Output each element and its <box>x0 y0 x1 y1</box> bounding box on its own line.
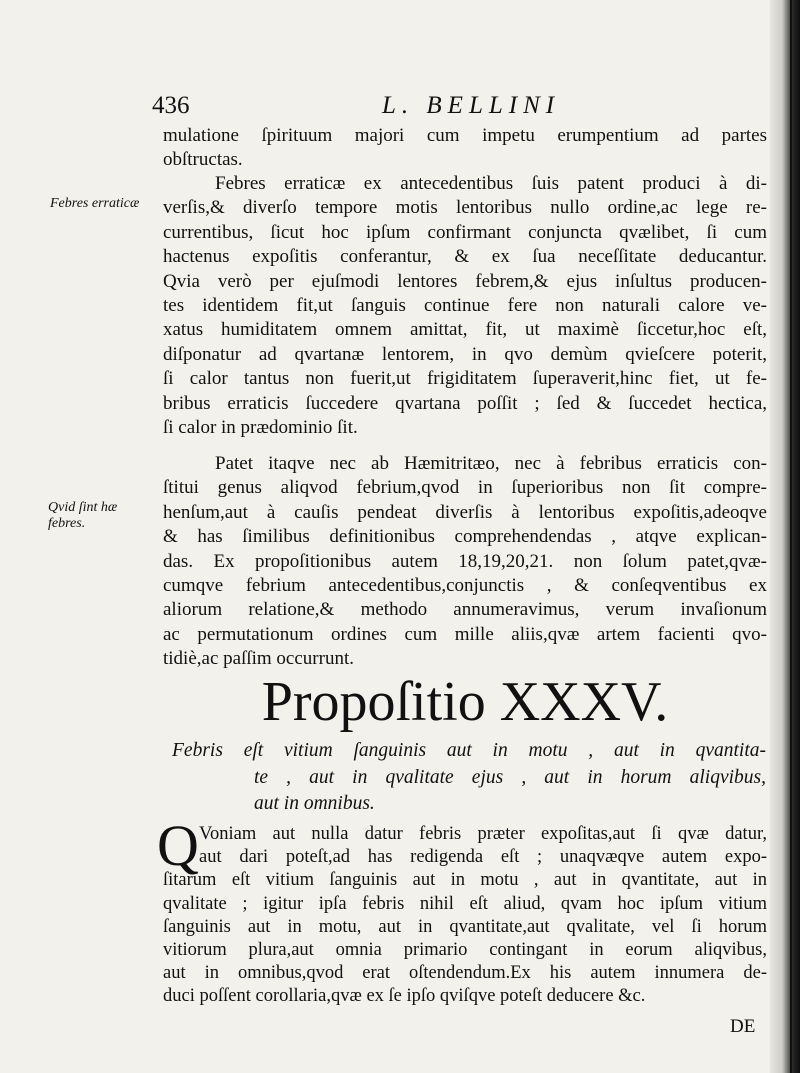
page-header <box>152 92 772 122</box>
proposition-proof <box>157 813 767 1009</box>
text-line: diſponatur ad qvartanæ lentorem, in qvo demùm qvieſcere poterit, <box>163 343 767 365</box>
margin-note-erratic-fevers: Febres erraticæ <box>50 196 140 211</box>
text-line: qvalitate ; igitur ipſa febris nihil eſt aliud, qvam hoc ipſum vitium <box>163 893 767 914</box>
text-line: tidiè,ac paſſim occurrunt. <box>163 648 354 670</box>
text-line: verſis,& diverſo tempore motis lentoribus nullo ordine,ac lege re- <box>163 197 767 219</box>
gutter-edge <box>790 0 792 1073</box>
text-line: Febris eſt vitium ſanguinis aut in motu , aut in qvantita- <box>172 740 766 761</box>
text-line: cumqve febrium antecedentibus,conjunctis , & conſeqventibus ex <box>163 574 767 596</box>
margin-note-line: febres. <box>48 516 86 531</box>
text-line: Febres erraticæ ex antecedentibus ſuis patent produci à di- <box>215 173 767 194</box>
text-line: te , aut in qvalitate ejus , aut in horum aliqvibus, <box>254 766 766 788</box>
paragraph-hemitritaeus <box>163 452 767 672</box>
text-line: aut dari poteſt,ad has redigenda eſt ; unaqvæqve autem expo- <box>199 847 767 868</box>
text-line: aliorum relatione,& methodo annumeravimus, verum invaſionum <box>163 599 767 621</box>
text-line: henſum,aut à cauſis pendeat diverſis à lentoribus expoſitis,adeoqve <box>163 501 767 523</box>
text-line: mulatione ſpirituum majori cum impetu erumpentium ad partes <box>163 125 767 146</box>
text-line: ac permutationum ordines cum mille aliis,qvæ artem facienti qvo- <box>163 623 767 645</box>
drop-cap: Q <box>157 813 199 878</box>
proposition-title: Propoſitio XXXV. <box>261 671 669 733</box>
text-line: & has ſimilibus definitionibus comprehendendas , atqve explican- <box>163 526 767 548</box>
text-line: vitiorum plura,aut omnia primario contingant in eorum aliqvibus, <box>163 939 767 960</box>
text-line: duci poſſent corollaria,qvæ ex ſe ipſo qviſqve poteſt deducere &c. <box>163 986 646 1007</box>
text-line: ſi calor tantus non fuerit,ut frigiditatem ſuperaverit,hinc fiet, ut fe- <box>163 368 767 390</box>
text-line: obſtructas. <box>163 149 243 171</box>
text-line: ſtitui genus aliqvod febrium,qvod in ſuperioribus non ſit compre- <box>163 477 767 499</box>
text-line: aut in omnibus,qvod erat oſtendendum.Ex his autem innumera de- <box>163 963 767 984</box>
text-line: currentibus, ſicut hoc ipſum confirmant conjuncta qvælibet, ſi cum <box>163 221 767 243</box>
text-line: Qvia verò per ejuſmodi lentores febrem,& ejus inſultus producen- <box>163 270 767 292</box>
text-line: hactenus expoſitis conferantur, & ex ſua neceſſitate deducantur. <box>163 246 767 268</box>
proposition-enunciation <box>172 738 766 818</box>
catchword: DE <box>730 1016 756 1037</box>
text-line: Patet itaqve nec ab Hæmitritæo, nec à febribus erraticis con- <box>215 453 767 474</box>
margin-note-line: Qvid ſint hæ <box>48 500 118 515</box>
paragraph-erratic-fevers <box>163 172 767 440</box>
text-line: ſitarum eſt vitium ſanguinis aut in motu , aut in qvantitate, aut in <box>163 870 767 891</box>
text-line: das. Ex propoſitionibus autem 18,19,20,21. non ſolum patet,qvæ- <box>163 550 767 572</box>
text-line: ſanguinis aut in motu, aut in qvantitate,aut qvalitate, vel ſi horum <box>163 916 767 937</box>
continuation-text <box>163 124 767 173</box>
text-line: bribus erraticis ſuccedere qvartana poſſit ; ſed & ſuccedet hectica, <box>163 392 767 414</box>
text-line: Voniam aut nulla datur febris præter expoſitas,aut ſi qvæ datur, <box>199 824 767 844</box>
running-title: L. BELLINI <box>382 92 561 119</box>
page-number: 436 <box>152 92 190 119</box>
text-line: tes identidem fit,ut ſanguis continue fere non naturali calore ve- <box>163 294 767 316</box>
text-line: xatus humiditatem omnem amittat, fit, ut maximè ſiccetur,hoc eſt, <box>163 319 767 341</box>
text-line: aut in omnibus. <box>254 793 375 814</box>
book-gutter <box>770 0 800 1073</box>
text-line: ſi calor in prædominio ſit. <box>163 416 358 438</box>
margin-note-what-fevers <box>48 500 117 532</box>
